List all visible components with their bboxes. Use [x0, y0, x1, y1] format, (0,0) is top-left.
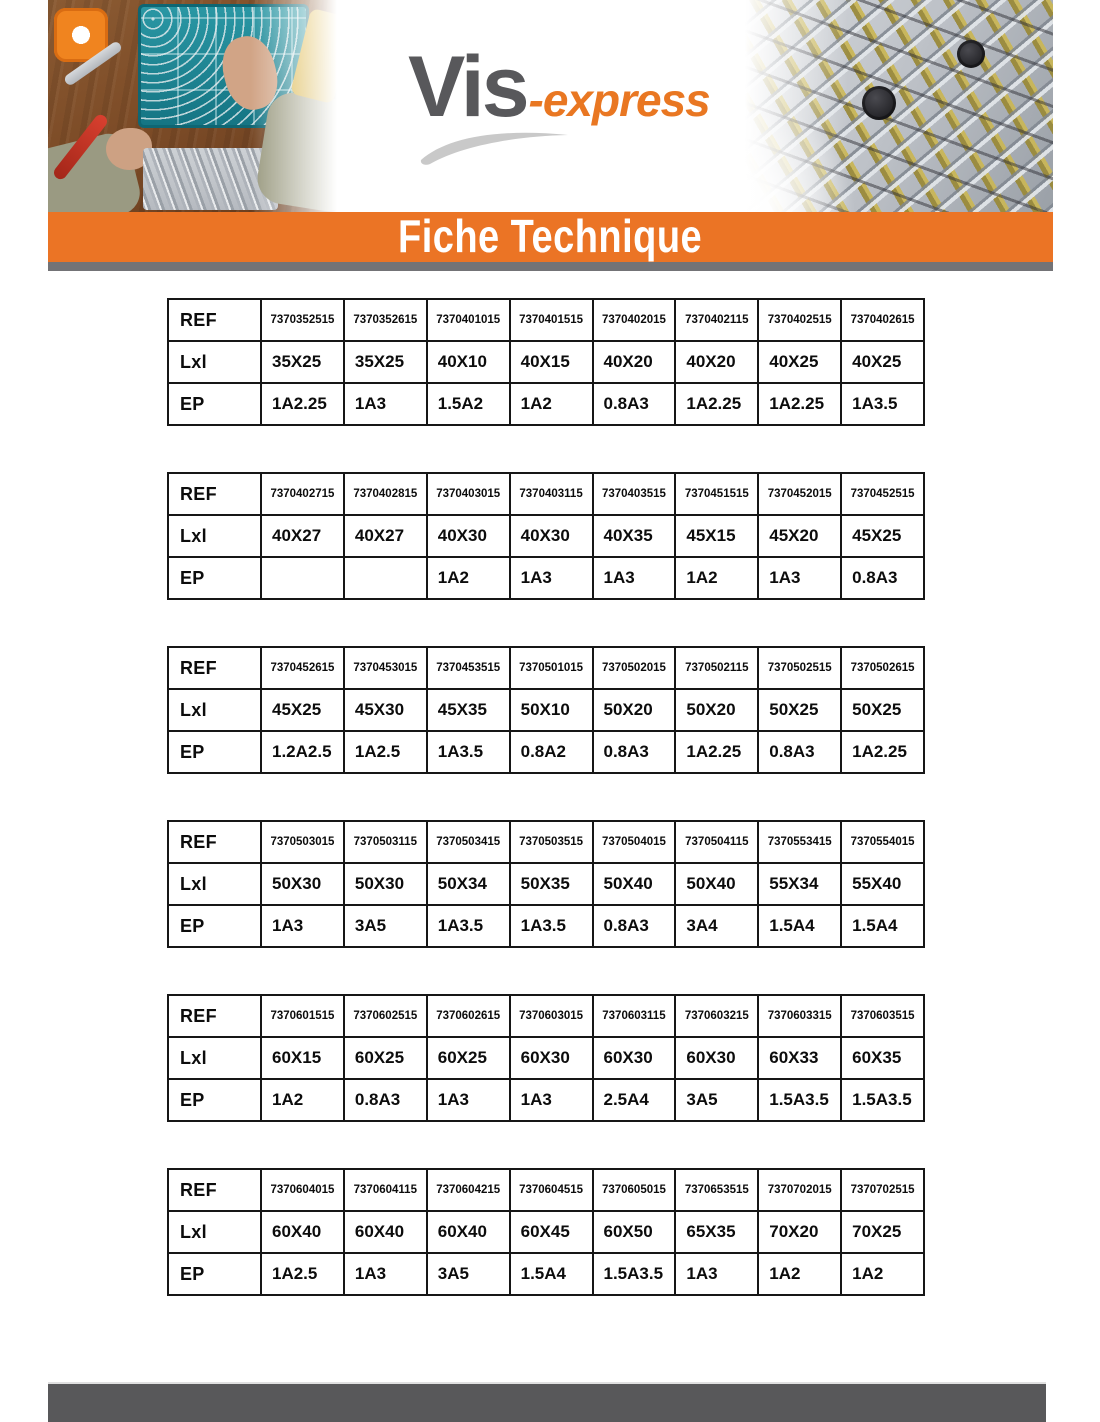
dimension-cell: 45X25	[261, 689, 344, 731]
ep-cell: 3A5	[427, 1253, 510, 1295]
ref-cell: 7370604515	[510, 1169, 593, 1211]
ep-cell: 1A3	[427, 1079, 510, 1121]
dimension-cell: 55X40	[841, 863, 924, 905]
dimension-cell: 40X15	[510, 341, 593, 383]
table-row-refs	[168, 821, 924, 863]
row-header-lxl: Lxl	[168, 689, 261, 731]
ep-cell: 1.2A2.5	[261, 731, 344, 773]
ref-cell: 7370402115	[675, 299, 758, 341]
ep-cell: 1A3	[344, 383, 427, 425]
ep-cell: 0.8A3	[593, 905, 676, 947]
dimension-cell: 45X20	[758, 515, 841, 557]
ref-cell: 7370403015	[427, 473, 510, 515]
header	[48, 0, 1053, 212]
dimension-cell: 60X15	[261, 1037, 344, 1079]
logo-swoosh-icon	[416, 126, 576, 166]
ep-cell: 1.5A4	[841, 905, 924, 947]
dimension-cell: 35X25	[261, 341, 344, 383]
dimension-cell: 50X20	[593, 689, 676, 731]
dimension-cell: 60X33	[758, 1037, 841, 1079]
table-row-ep	[168, 905, 924, 947]
ref-cell: 7370402815	[344, 473, 427, 515]
dimension-cell: 40X27	[261, 515, 344, 557]
ref-cell: 7370554015	[841, 821, 924, 863]
ep-cell: 1A3	[510, 557, 593, 599]
ep-cell: 0.8A3	[593, 731, 676, 773]
ref-cell: 7370503015	[261, 821, 344, 863]
row-header-refs: REF	[168, 995, 261, 1037]
ep-cell: 1.5A2	[427, 383, 510, 425]
ep-cell: 1A2.5	[344, 731, 427, 773]
table-row-refs	[168, 995, 924, 1037]
title-banner	[48, 212, 1053, 262]
brand-logo-text	[408, 39, 710, 135]
ref-cell: 7370352515	[261, 299, 344, 341]
dimension-cell: 60X40	[427, 1211, 510, 1253]
ep-cell: 0.8A3	[841, 557, 924, 599]
brand-logo	[346, 0, 742, 212]
dimension-cell: 60X35	[841, 1037, 924, 1079]
ep-cell: 3A5	[344, 905, 427, 947]
dimension-cell: 50X25	[758, 689, 841, 731]
dimension-cell: 60X40	[261, 1211, 344, 1253]
ref-cell: 7370603015	[510, 995, 593, 1037]
ref-cell: 7370402515	[758, 299, 841, 341]
table-row-refs	[168, 647, 924, 689]
ref-cell: 7370604115	[344, 1169, 427, 1211]
ep-cell: 1A2.25	[261, 383, 344, 425]
page-title: Fiche Technique	[398, 210, 703, 262]
dimension-cell: 55X34	[758, 863, 841, 905]
dimension-cell: 45X35	[427, 689, 510, 731]
table-row-lxl	[168, 515, 924, 557]
dimension-cell: 50X30	[344, 863, 427, 905]
table-row-lxl	[168, 689, 924, 731]
table-row-ep	[168, 1253, 924, 1295]
row-header-ep: EP	[168, 557, 261, 599]
ep-cell	[261, 557, 344, 599]
dimension-cell: 45X30	[344, 689, 427, 731]
row-header-ep: EP	[168, 905, 261, 947]
spec-table-2	[167, 472, 925, 600]
ep-cell: 1A2.25	[758, 383, 841, 425]
ref-cell: 7370503415	[427, 821, 510, 863]
dimension-cell: 60X30	[675, 1037, 758, 1079]
ep-cell: 1A3	[593, 557, 676, 599]
ep-cell: 0.8A3	[758, 731, 841, 773]
row-header-lxl: Lxl	[168, 341, 261, 383]
table-row-ep	[168, 383, 924, 425]
ep-cell	[344, 557, 427, 599]
ep-cell: 1A3	[675, 1253, 758, 1295]
ep-cell: 1A2	[427, 557, 510, 599]
ep-cell: 1A2	[675, 557, 758, 599]
dimension-cell: 45X25	[841, 515, 924, 557]
table-row-refs	[168, 473, 924, 515]
ref-cell: 7370502515	[758, 647, 841, 689]
ep-cell: 0.8A3	[593, 383, 676, 425]
ref-cell: 7370603515	[841, 995, 924, 1037]
ref-cell: 7370502615	[841, 647, 924, 689]
row-header-refs: REF	[168, 473, 261, 515]
ep-cell: 1A3	[344, 1253, 427, 1295]
dimension-cell: 60X25	[344, 1037, 427, 1079]
photo-fade-overlay	[742, 0, 1053, 212]
ep-cell: 3A4	[675, 905, 758, 947]
dimension-cell: 40X25	[841, 341, 924, 383]
spec-table-5	[167, 994, 925, 1122]
table-row-lxl	[168, 863, 924, 905]
dimension-cell: 50X30	[261, 863, 344, 905]
dimension-cell: 60X40	[344, 1211, 427, 1253]
dimension-cell: 40X20	[675, 341, 758, 383]
row-header-ep: EP	[168, 731, 261, 773]
ref-cell: 7370402615	[841, 299, 924, 341]
dimension-cell: 50X35	[510, 863, 593, 905]
ep-cell: 0.8A2	[510, 731, 593, 773]
dimension-cell: 40X30	[427, 515, 510, 557]
row-header-ep: EP	[168, 383, 261, 425]
row-header-refs: REF	[168, 647, 261, 689]
ref-cell: 7370452615	[261, 647, 344, 689]
table-row-refs	[168, 1169, 924, 1211]
dimension-cell: 40X30	[510, 515, 593, 557]
ep-cell: 1A2	[841, 1253, 924, 1295]
dimension-cell: 50X25	[841, 689, 924, 731]
row-header-refs: REF	[168, 1169, 261, 1211]
spec-table-4	[167, 820, 925, 948]
table-row-ep	[168, 731, 924, 773]
ref-cell: 7370453015	[344, 647, 427, 689]
ref-cell: 7370402715	[261, 473, 344, 515]
spec-table-6	[167, 1168, 925, 1296]
table-row-lxl	[168, 1037, 924, 1079]
ep-cell: 1.5A3.5	[758, 1079, 841, 1121]
ref-cell: 7370603315	[758, 995, 841, 1037]
ep-cell: 1A2.25	[675, 383, 758, 425]
dimension-cell: 40X27	[344, 515, 427, 557]
spec-table-3	[167, 646, 925, 774]
ref-cell: 7370602615	[427, 995, 510, 1037]
ep-cell: 1A2	[758, 1253, 841, 1295]
ref-cell: 7370452015	[758, 473, 841, 515]
ref-cell: 7370352615	[344, 299, 427, 341]
ref-cell: 7370503515	[510, 821, 593, 863]
ref-cell: 7370403515	[593, 473, 676, 515]
ep-cell: 2.5A4	[593, 1079, 676, 1121]
ref-cell: 7370604015	[261, 1169, 344, 1211]
dimension-cell: 40X35	[593, 515, 676, 557]
ref-cell: 7370603115	[593, 995, 676, 1037]
ep-cell: 1A3.5	[510, 905, 593, 947]
ref-cell: 7370451515	[675, 473, 758, 515]
dimension-cell: 60X30	[593, 1037, 676, 1079]
ep-cell: 1A3	[261, 905, 344, 947]
row-header-lxl: Lxl	[168, 863, 261, 905]
ref-cell: 7370403115	[510, 473, 593, 515]
ref-cell: 7370602515	[344, 995, 427, 1037]
ref-cell: 7370702015	[758, 1169, 841, 1211]
dimension-cell: 60X30	[510, 1037, 593, 1079]
ref-cell: 7370553415	[758, 821, 841, 863]
dimension-cell: 40X20	[593, 341, 676, 383]
ep-cell: 1A2.25	[675, 731, 758, 773]
dimension-cell: 60X45	[510, 1211, 593, 1253]
row-header-refs: REF	[168, 299, 261, 341]
ep-cell: 1A2	[510, 383, 593, 425]
row-header-ep: EP	[168, 1079, 261, 1121]
ep-cell: 1A2.25	[841, 731, 924, 773]
dimension-cell: 50X40	[593, 863, 676, 905]
logo-vis-text: Vis	[408, 39, 527, 135]
ep-cell: 1.5A4	[510, 1253, 593, 1295]
ref-cell: 7370702515	[841, 1169, 924, 1211]
ref-cell: 7370503115	[344, 821, 427, 863]
spec-table-1	[167, 298, 925, 426]
row-header-refs: REF	[168, 821, 261, 863]
ref-cell: 7370504015	[593, 821, 676, 863]
ep-cell: 1A2	[261, 1079, 344, 1121]
dimension-cell: 50X20	[675, 689, 758, 731]
ref-cell: 7370401515	[510, 299, 593, 341]
ref-cell: 7370452515	[841, 473, 924, 515]
ep-cell: 1.5A3.5	[593, 1253, 676, 1295]
dimension-cell: 60X50	[593, 1211, 676, 1253]
photo-fade-overlay	[48, 0, 346, 212]
banner-underline	[48, 262, 1053, 271]
ref-cell: 7370604215	[427, 1169, 510, 1211]
table-row-refs	[168, 299, 924, 341]
row-header-lxl: Lxl	[168, 515, 261, 557]
ref-cell: 7370453515	[427, 647, 510, 689]
ref-cell: 7370653515	[675, 1169, 758, 1211]
table-row-ep	[168, 1079, 924, 1121]
ep-cell: 0.8A3	[344, 1079, 427, 1121]
table-row-ep	[168, 557, 924, 599]
dimension-cell: 40X25	[758, 341, 841, 383]
ep-cell: 1A3.5	[427, 905, 510, 947]
screws-pile-photo	[742, 0, 1053, 212]
ref-cell: 7370603215	[675, 995, 758, 1037]
ref-cell: 7370605015	[593, 1169, 676, 1211]
dimension-cell: 50X34	[427, 863, 510, 905]
dimension-cell: 40X10	[427, 341, 510, 383]
row-header-ep: EP	[168, 1253, 261, 1295]
ref-cell: 7370401015	[427, 299, 510, 341]
table-row-lxl	[168, 1211, 924, 1253]
ep-cell: 1A3.5	[427, 731, 510, 773]
ep-cell: 1A3.5	[841, 383, 924, 425]
dimension-cell: 35X25	[344, 341, 427, 383]
ref-cell: 7370501015	[510, 647, 593, 689]
ep-cell: 1.5A4	[758, 905, 841, 947]
ep-cell: 1A3	[758, 557, 841, 599]
ref-cell: 7370502115	[675, 647, 758, 689]
dimension-cell: 70X25	[841, 1211, 924, 1253]
ep-cell: 1A2.5	[261, 1253, 344, 1295]
dimension-cell: 60X25	[427, 1037, 510, 1079]
row-header-lxl: Lxl	[168, 1211, 261, 1253]
ref-cell: 7370601515	[261, 995, 344, 1037]
row-header-lxl: Lxl	[168, 1037, 261, 1079]
dimension-cell: 70X20	[758, 1211, 841, 1253]
dimension-cell: 50X10	[510, 689, 593, 731]
table-row-lxl	[168, 341, 924, 383]
workbench-photo	[48, 0, 346, 212]
ref-cell: 7370504115	[675, 821, 758, 863]
dimension-cell: 50X40	[675, 863, 758, 905]
footer-bar	[48, 1382, 1046, 1422]
dimension-cell: 45X15	[675, 515, 758, 557]
ep-cell: 3A5	[675, 1079, 758, 1121]
ep-cell: 1.5A3.5	[841, 1079, 924, 1121]
logo-express-text: -express	[528, 74, 710, 126]
ref-cell: 7370402015	[593, 299, 676, 341]
ep-cell: 1A3	[510, 1079, 593, 1121]
dimension-cell: 65X35	[675, 1211, 758, 1253]
ref-cell: 7370502015	[593, 647, 676, 689]
spec-tables-area	[167, 298, 927, 1342]
